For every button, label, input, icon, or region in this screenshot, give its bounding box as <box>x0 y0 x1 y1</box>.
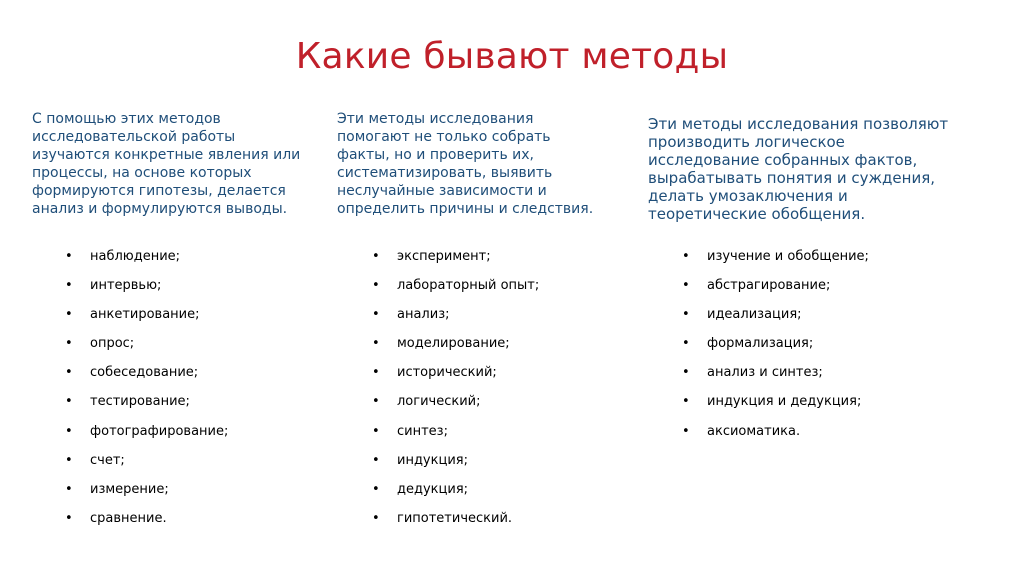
list-item: • эксперимент; <box>372 249 491 264</box>
bullet-icon: • <box>682 278 690 294</box>
list-item: • тестирование; <box>65 394 190 410</box>
bullet-icon: • <box>372 365 380 381</box>
column-intro: Эти методы исследования позволяют производить логическое исследование собранных фактов, вырабатывать понятия и суждения, делать умозаключения и теоретические обобщения. <box>648 115 949 223</box>
bullet-icon: • <box>65 510 73 526</box>
bullet-icon: • <box>372 278 380 294</box>
bullet-icon: • <box>682 394 690 410</box>
list-item: • изучение и обобщение; <box>682 249 869 264</box>
list-item: • собеседование; <box>65 365 199 381</box>
bullet-icon: • <box>65 452 73 468</box>
column-intro: Эти методы исследования помогают не только собрать факты, но и проверить их, систематизировать, выявить неслучайные зависимости и определить причины и следствия. <box>337 111 594 217</box>
bullet-icon: • <box>65 481 73 497</box>
list-item: • логический; <box>372 394 481 410</box>
list-item: • интервью; <box>65 278 162 294</box>
page-title: Какие бывают методы <box>295 36 729 77</box>
bullet-icon: • <box>682 365 690 381</box>
bullet-icon: • <box>372 336 380 352</box>
list-item: • идеализация; <box>682 307 802 323</box>
list-item: • индукция и дедукция; <box>682 394 862 410</box>
list-item: • аксиоматика. <box>682 423 801 439</box>
bullet-icon: • <box>372 394 380 410</box>
method-list <box>65 248 228 539</box>
list-item: • синтез; <box>372 423 448 439</box>
bullet-icon: • <box>65 249 73 264</box>
list-item: • исторический; <box>372 365 497 381</box>
list-item: • лабораторный опыт; <box>372 278 540 294</box>
bullet-icon: • <box>65 307 73 323</box>
list-item: • гипотетический. <box>372 510 513 526</box>
list-item: • сравнение. <box>65 510 167 526</box>
column-empirical-methods <box>32 110 312 526</box>
list-item: • абстрагирование; <box>682 278 831 294</box>
column-intro: С помощью этих методов исследовательской работы изучаются конкретные явления или процессы, на основе которых формируются гипотезы, делается анализ и формулируются выводы. <box>32 111 301 217</box>
bullet-icon: • <box>372 307 380 323</box>
bullet-icon: • <box>372 452 380 468</box>
method-list <box>372 248 539 539</box>
bullet-icon: • <box>682 423 690 439</box>
list-item: • анализ и синтез; <box>682 365 823 381</box>
method-list <box>682 248 869 452</box>
list-item: • счет; <box>65 452 125 468</box>
bullet-icon: • <box>372 481 380 497</box>
list-item: • фотографирование; <box>65 423 229 439</box>
column-empirical-theoretical-methods <box>337 110 627 526</box>
bullet-icon: • <box>682 249 690 264</box>
list-item: • наблюдение; <box>65 249 181 264</box>
bullet-icon: • <box>372 510 380 526</box>
bullet-icon: • <box>682 307 690 323</box>
list-item: • моделирование; <box>372 336 510 352</box>
bullet-icon: • <box>65 394 73 410</box>
list-item: • измерение; <box>65 481 169 497</box>
list-item: • анализ; <box>372 307 450 323</box>
list-item: • дедукция; <box>372 481 469 497</box>
bullet-icon: • <box>65 336 73 352</box>
list-item: • опрос; <box>65 336 135 352</box>
list-item: • индукция; <box>372 452 468 468</box>
column-theoretical-methods <box>648 115 993 439</box>
bullet-icon: • <box>372 249 380 264</box>
bullet-icon: • <box>372 423 380 439</box>
bullet-icon: • <box>65 365 73 381</box>
bullet-icon: • <box>65 278 73 294</box>
bullet-icon: • <box>65 423 73 439</box>
list-item: • формализация; <box>682 336 814 352</box>
bullet-icon: • <box>682 336 690 352</box>
list-item: • анкетирование; <box>65 307 200 323</box>
